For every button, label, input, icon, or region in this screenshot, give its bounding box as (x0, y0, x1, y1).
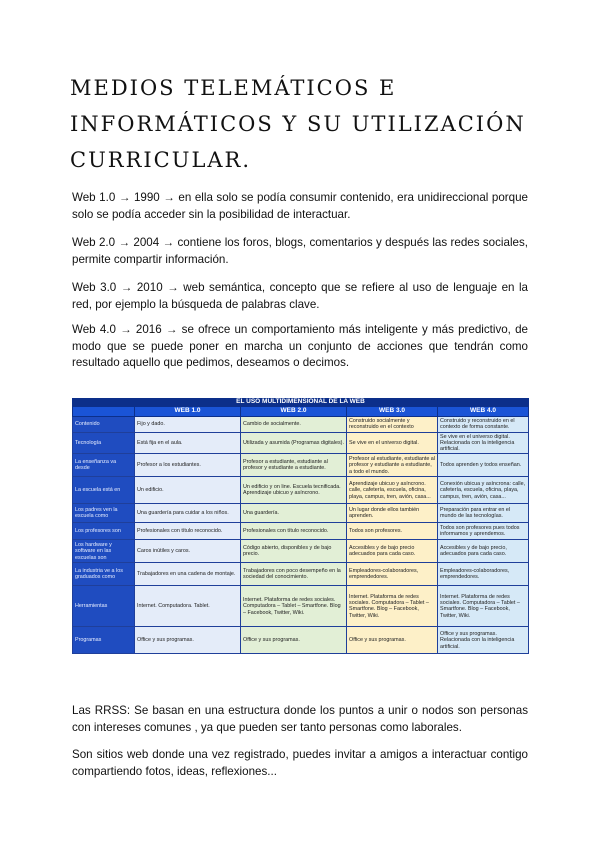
table-cell: Fijo y dado. (135, 416, 241, 432)
row-header-cell: La escuela está en (73, 477, 135, 504)
row-header-cell: Tecnología (73, 432, 135, 454)
table-cell: Internet. Plataforma de redes sociales. Computadora – Tablet – Smartfone. Blog – Facebook, Twitter, Wiki. (347, 586, 438, 627)
table-cell: Office y sus programas. (347, 627, 438, 654)
row-header-cell: Programas (73, 627, 135, 654)
table-cell: Construido y reconstruido en el contexto de forma constante. (438, 416, 529, 432)
table-cell: Un edificio. (135, 477, 241, 504)
table-cell: Trabajadores en una cadena de montaje. (135, 563, 241, 586)
table-row (73, 540, 529, 563)
table-cell: Internet. Plataforma de redes sociales. Computadora – Tablet – Smartfone. Blog – Facebook, Twitter, Wiki. (438, 586, 529, 627)
table-cell: Empleadores-colaboradores, emprendedores. (438, 563, 529, 586)
table-cell: Empleadores-colaboradores, emprendedores. (347, 563, 438, 586)
table-cell: Construido socialmente y reconstruido en el contexto (347, 416, 438, 432)
table-cell: Se vive en el universo digital. (347, 432, 438, 454)
header-cell: WEB 1.0 (135, 407, 241, 416)
web-comparison-table-image (72, 398, 528, 654)
table-cell: Cambio de socialmente. (241, 416, 347, 432)
table-cell: Office y sus programas. (135, 627, 241, 654)
table-cell: Conexión ubicua y asíncrona: calle, cafetería, escuela, oficina, playa, campus, tren, avión, casa... (438, 477, 529, 504)
table-caption: EL USO MULTIDIMENSIONAL DE LA WEB (72, 398, 529, 406)
row-header-cell: Contenido (73, 416, 135, 432)
table-cell: Preparación para entrar en el mundo de las tecnologías. (438, 504, 529, 523)
table-cell: Profesionales con título reconocido. (241, 523, 347, 540)
table-cell: Profesor a estudiante, estudiante al profesor y estudiante a estudiante. (241, 454, 347, 477)
table-cell: Utilizada y asumida (Programas digitales). (241, 432, 347, 454)
table-cell: Se vive en el universo digital. Relacionada con la inteligencia artificial. (438, 432, 529, 454)
page-title: MEDIOS TELEMÁTICOS E INFORMÁTICOS Y SU UTILIZACIÓN CURRICULAR. (70, 76, 526, 172)
table-cell: Está fija en el aula. (135, 432, 241, 454)
table-row (73, 477, 529, 504)
row-header-cell: La enseñanza va desde (73, 454, 135, 477)
web-comparison-table (72, 398, 529, 654)
row-header-cell: Los profesores son (73, 523, 135, 540)
row-header-cell: Los padres ven la escuela como (73, 504, 135, 523)
table-cell: Código abierto, disponibles y de bajo precio. (241, 540, 347, 563)
table-cell: Un lugar donde ellos también aprenden. (347, 504, 438, 523)
table-cell: Un edificio y on line. Escuela tecnificada. Aprendizaje ubicuo y asíncrono. (241, 477, 347, 504)
table-row (73, 523, 529, 540)
table-cell: Trabajadores con poco desempeño en la sociedad del conocimiento. (241, 563, 347, 586)
row-header-cell: Los hardware y software en las escuelas son (73, 540, 135, 563)
header-cell: WEB 2.0 (241, 407, 347, 416)
row-header-cell: La industria ve a los graduados como (73, 563, 135, 586)
table-cell: Todos aprenden y todos enseñan. (438, 454, 529, 477)
header-cell (73, 407, 135, 416)
table-cell: Internet. Plataforma de redes sociales. Computadora – Tablet – Smartfone. Blog – Facebook, Twitter, Wiki. (241, 586, 347, 627)
table-cell: Aprendizaje ubicuo y asíncrono. calle, cafetería, escuela, oficina, playa, campus, tren, avión, casa... (347, 477, 438, 504)
table-cell: Accesibles y de bajo precio, adecuados para cada caso. (438, 540, 529, 563)
paragraph-web-2: Web 2.0 → 2004 → contiene los foros, blogs, comentarios y después las redes sociales, permite compartir información. (72, 236, 528, 266)
table-cell: Internet. Computadora. Tablet. (135, 586, 241, 627)
table-row (73, 563, 529, 586)
table-cell: Profesor a los estudiantes. (135, 454, 241, 477)
paragraph-rrss: Las RRSS: Se basan en una estructura donde los puntos a unir o nodos son personas con intereses comunes , ya que pueden ser tanto personas como laborales. (72, 704, 528, 734)
table-cell: Profesor al estudiante, estudiante al profesor y estudiante a estudiante, a todo el mundo. (347, 454, 438, 477)
paragraph-social-sites: Son sitios web donde una vez registrado, puedes invitar a amigos a interactuar contigo compartiendo fotos, ideas, reflexiones... (72, 748, 528, 778)
table-header-row (73, 407, 529, 416)
paragraph-web-3: Web 3.0 → 2010 → web semántica, concepto que se refiere al uso de lenguaje en la red, por ejemplo la búsqueda de palabras clave. (72, 281, 528, 311)
table-cell: Office y sus programas. (241, 627, 347, 654)
table-cell: Office y sus programas. Relacionada con la inteligencia artificial. (438, 627, 529, 654)
table-row (73, 627, 529, 654)
paragraph-web-4: Web 4.0 → 2016 → se ofrece un comportamiento más inteligente y más predictivo, de modo que se puede poner en marcha un conjunto de acciones que tendrán como resultado aquello que pedimos, deseamos o decimos. (72, 323, 528, 369)
table-cell: Todos son profesores. (347, 523, 438, 540)
table-cell: Accesibles y de bajo precio adecuados para cada caso. (347, 540, 438, 563)
table-cell: Profesionales con título reconocido. (135, 523, 241, 540)
table-cell: Todos son profesores pues todos informamos y aprendemos. (438, 523, 529, 540)
table-cell: Una guardería. (241, 504, 347, 523)
row-header-cell: Herramientas (73, 586, 135, 627)
table-cell: Caros inútiles y caros. (135, 540, 241, 563)
table-row (73, 504, 529, 523)
table-row (73, 432, 529, 454)
table-cell: Una guardería para cuidar a los niños. (135, 504, 241, 523)
header-cell: WEB 3.0 (347, 407, 438, 416)
table-row (73, 416, 529, 432)
paragraph-web-1: Web 1.0 → 1990 → en ella solo se podía consumir contenido, era unidireccional porque solo se podía acceder sin la posibilidad de interactuar. (72, 191, 528, 221)
table-row (73, 586, 529, 627)
table-row (73, 454, 529, 477)
header-cell: WEB 4.0 (438, 407, 529, 416)
